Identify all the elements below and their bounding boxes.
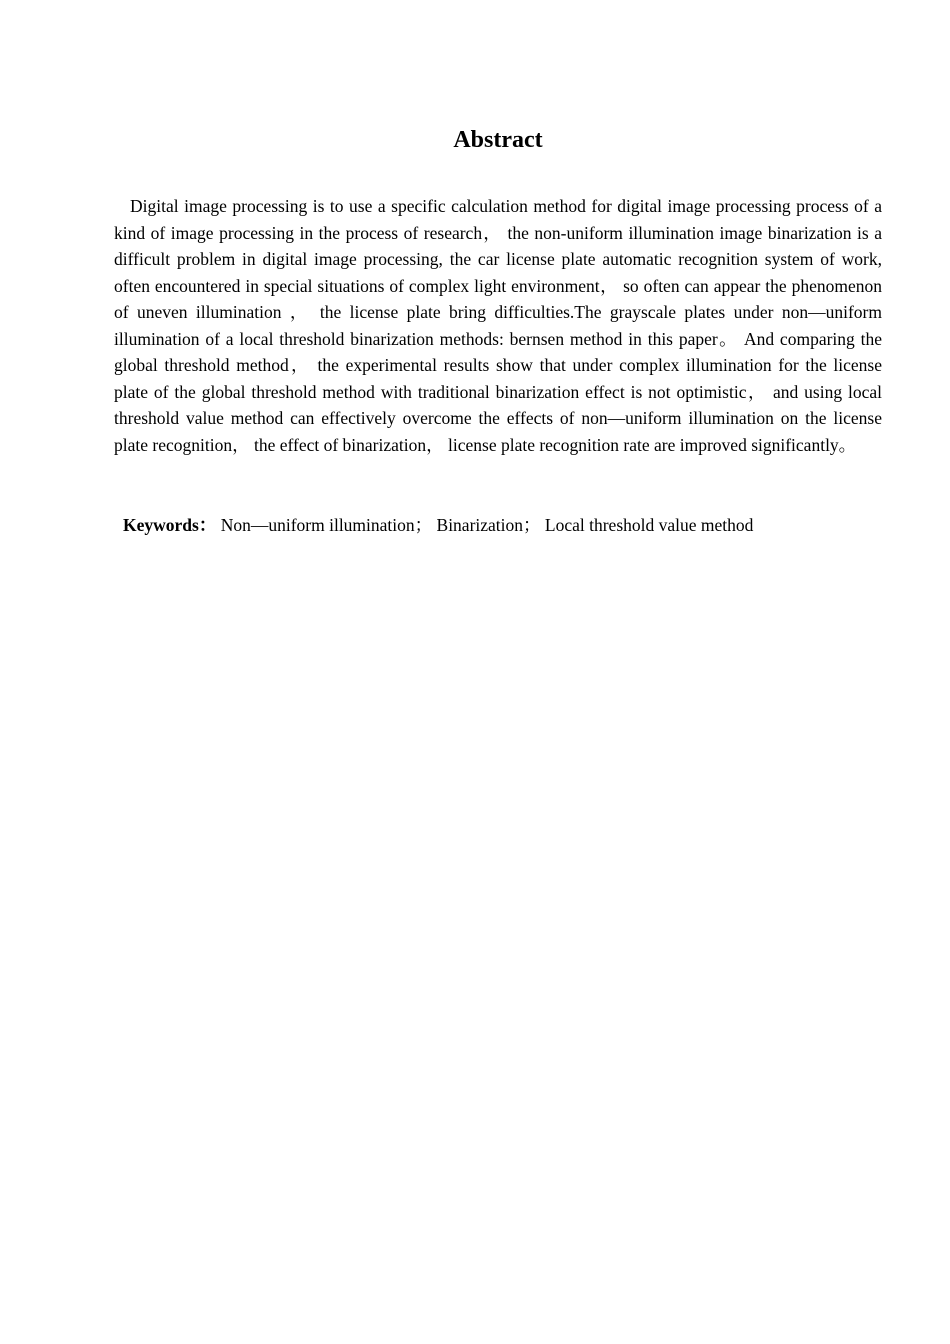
keywords-label: Keywords： [123, 515, 217, 535]
keywords-line [123, 512, 883, 539]
keywords-text: Non—uniform illumination； Binarization； Local threshold value method [216, 515, 754, 535]
abstract-title: Abstract [453, 127, 543, 153]
abstract-body: Digital image processing is to use a specific calculation method for digital image processing process of a kind of image processing in the process of research， the non-uniform illumination image binarization is a difficult problem in digital image processing, the car license plate automatic recognition system of work, often encountered in special situations of complex light environment， so often can appear the phenomenon of uneven illumination ， the license plate bring difficulties.The grayscale plates under non—uniform illumination of a local threshold binarization methods: bernsen method in this paper。 And comparing the global threshold method， the experimental results show that under complex illumination for the license plate of the global threshold method with traditional binarization effect is not optimistic， and using local threshold value method can effectively overcome the effects of non—uniform illumination on the license plate recognition， the effect of binarization， license plate recognition rate are improved significantly。 [114, 196, 882, 455]
